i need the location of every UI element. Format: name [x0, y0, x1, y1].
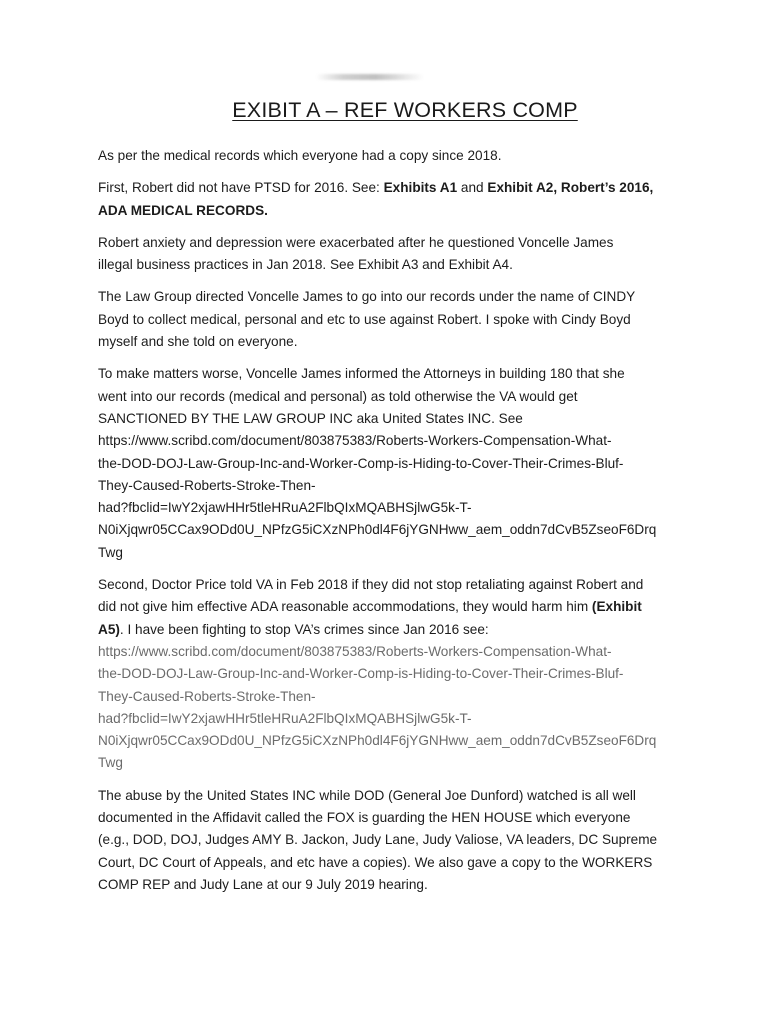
paragraph	[98, 574, 688, 775]
link-text[interactable]: N0iXjqwr05CCax9ODd0U_NPfzG5iCXzNPh0dl4F6jYGNHww_aem_oddn7dCvB5ZseoF6Drq	[98, 733, 657, 749]
paragraph	[98, 177, 688, 222]
text-line	[98, 708, 688, 730]
text-run: went into our records (medical and personal) as told otherwise the VA would get	[98, 388, 578, 404]
paragraph	[98, 363, 688, 564]
text-line	[98, 663, 688, 685]
text-run: documented in the Affidavit called the FOX is guarding the HEN HOUSE which everyone	[98, 810, 631, 826]
link-text[interactable]: had?fbclid=IwY2xjawHHr5tleHRuA2FlbQIxMQABHSjlwG5k-T-	[98, 710, 472, 726]
document-title: EXIBIT A – REF WORKERS COMP	[232, 98, 578, 122]
text-run: https://www.scribd.com/document/803875383/Roberts-Workers-Compensation-What-	[98, 433, 612, 449]
text-line	[98, 408, 688, 430]
text-line	[98, 475, 688, 497]
paragraph	[98, 145, 688, 167]
text-line	[98, 641, 688, 663]
paragraph	[98, 286, 688, 353]
text-run: To make matters worse, Voncelle James informed the Attorneys in building 180 that she	[98, 366, 625, 382]
text-line	[98, 730, 688, 752]
text-run: myself and she told on everyone.	[98, 334, 298, 350]
text-run: and	[457, 180, 488, 196]
paragraph	[98, 785, 688, 896]
text-line	[98, 829, 688, 851]
text-run: The abuse by the United States INC while DOD (General Joe Dunford) watched is all well	[98, 787, 636, 803]
text-run: The Law Group directed Voncelle James to go into our records under the name of CINDY	[98, 289, 636, 305]
text-line	[98, 519, 688, 541]
text-line	[98, 785, 688, 807]
scan-smudge	[316, 74, 424, 80]
text-line	[98, 145, 688, 167]
text-line	[98, 386, 688, 408]
text-line	[98, 331, 688, 353]
text-line	[98, 430, 688, 452]
text-line	[98, 497, 688, 519]
text-line	[98, 200, 688, 222]
text-run: Robert anxiety and depression were exacerbated after he questioned Voncelle James	[98, 234, 614, 250]
text-line	[98, 286, 688, 308]
document-body	[98, 145, 688, 906]
bold-text: Exhibit A2, Robert’s 2016,	[487, 180, 654, 196]
text-line	[98, 177, 688, 199]
text-line	[98, 752, 688, 774]
text-run: N0iXjqwr05CCax9ODd0U_NPfzG5iCXzNPh0dl4F6jYGNHww_aem_oddn7dCvB5ZseoF6Drq	[98, 522, 657, 538]
text-line	[98, 453, 688, 475]
text-line	[98, 874, 688, 896]
bold-text: A5)	[98, 621, 120, 637]
text-run: did not give him effective ADA reasonable accommodations, they would harm him	[98, 599, 592, 615]
text-run: the-DOD-DOJ-Law-Group-Inc-and-Worker-Comp-is-Hiding-to-Cover-Their-Crimes-Bluf-	[98, 455, 624, 471]
text-line	[98, 686, 688, 708]
text-line	[98, 542, 688, 564]
text-run: Boyd to collect medical, personal and etc to use against Robert. I spoke with Cindy Boyd	[98, 311, 631, 327]
text-line	[98, 232, 688, 254]
text-run: Second, Doctor Price told VA in Feb 2018 if they did not stop retaliating against Robert and	[98, 577, 644, 593]
text-run: (e.g., DOD, DOJ, Judges AMY B. Jackon, Judy Lane, Judy Valiose, VA leaders, DC Supreme	[98, 832, 658, 848]
text-line	[98, 254, 688, 276]
text-run: They-Caused-Roberts-Stroke-Then-	[98, 477, 316, 493]
bold-text: (Exhibit	[591, 599, 642, 615]
text-line	[98, 619, 688, 641]
text-run: Court, DC Court of Appeals, and etc have a copies). We also gave a copy to the WORKERS	[98, 854, 653, 870]
text-run: First, Robert did not have PTSD for 2016. See:	[98, 180, 384, 196]
text-run: . I have been fighting to stop VA’s crimes since Jan 2016 see:	[119, 621, 489, 637]
text-run: illegal business practices in Jan 2018. See Exhibit A3 and Exhibit A4.	[98, 257, 513, 273]
text-line	[98, 363, 688, 385]
bold-text: ADA MEDICAL RECORDS.	[98, 202, 268, 218]
text-run: SANCTIONED BY THE LAW GROUP INC aka United States INC. See	[98, 410, 523, 426]
text-line	[98, 807, 688, 829]
link-text[interactable]: They-Caused-Roberts-Stroke-Then-	[98, 688, 316, 704]
bold-text: Exhibits A1	[383, 180, 458, 196]
text-line	[98, 596, 688, 618]
text-run: had?fbclid=IwY2xjawHHr5tleHRuA2FlbQIxMQABHSjlwG5k-T-	[98, 500, 472, 516]
link-text[interactable]: Twg	[98, 755, 123, 771]
text-run: COMP REP and Judy Lane at our 9 July 2019 hearing.	[98, 876, 428, 892]
paragraph	[98, 232, 688, 277]
text-run: Twg	[98, 544, 123, 560]
link-text[interactable]: https://www.scribd.com/document/803875383/Roberts-Workers-Compensation-What-	[98, 643, 612, 659]
link-text[interactable]: the-DOD-DOJ-Law-Group-Inc-and-Worker-Comp-is-Hiding-to-Cover-Their-Crimes-Bluf-	[98, 666, 624, 682]
text-line	[98, 852, 688, 874]
text-run: As per the medical records which everyone had a copy since 2018.	[98, 148, 502, 163]
text-line	[98, 309, 688, 331]
text-line	[98, 574, 688, 596]
